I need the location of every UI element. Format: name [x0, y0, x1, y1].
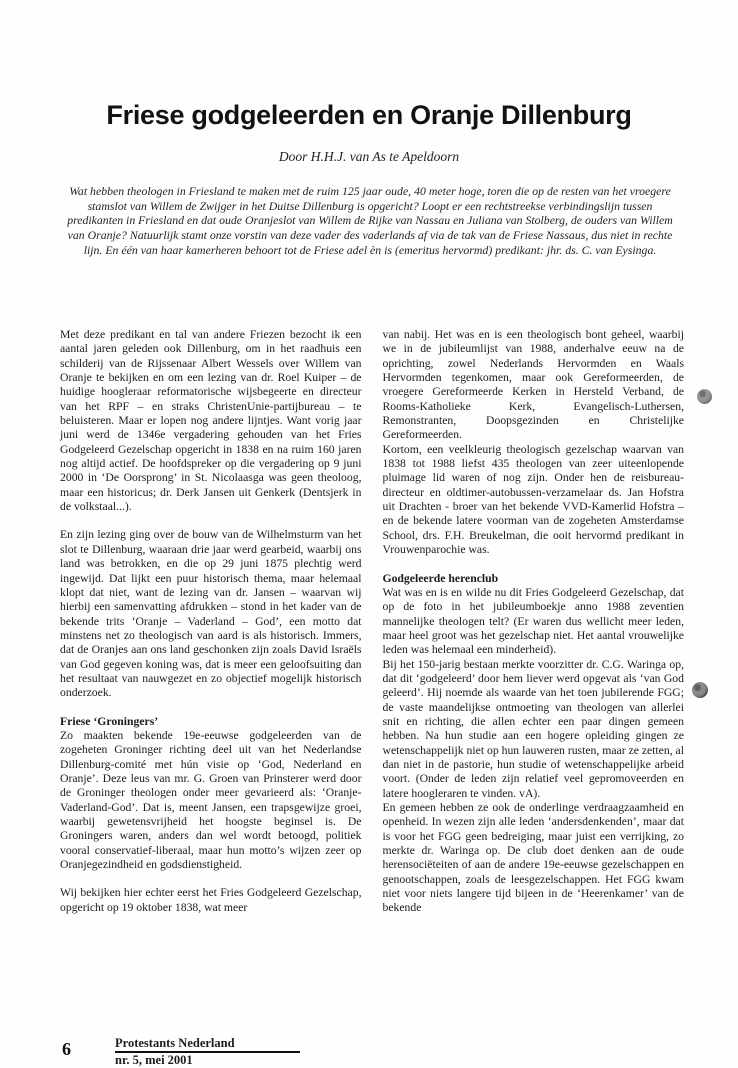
punch-hole-mark-bottom [692, 682, 708, 698]
punch-hole-mark-top [697, 389, 712, 404]
left-paragraph-2: En zijn lezing ging over de bouw van de Wilhelmsturm van het slot te Dillenburg, waaraan drie jaar werd gearbeid, waarbij ons land was betrokken, en die op 29 juni 1875 plechtig werd ingewijd. Dat lijkt een puur historisch thema, maar helemaal klopt dat niet, want de lezing van dr. Jansen – waarvan wij hierbij een samenvatting afdrukken – stond in het kader van de bekende trits ‘Oranje – Vaderland – God’, een motto dat minstens net zo theologisch van aard is als historisch. Immers, dat de Oranjes aan ons land geschonken zijn zoals David Israëls van God gegeven koning was, dat is meer een geloofsuiting dan het resultaat van nauwgezet en zo objectief mogelijk historisch onderzoek. [60, 528, 362, 700]
left-paragraph-3: Zo maakten bekende 19e-eeuwse godgeleerden van de zogeheten Groninger richting deel uit van het Nederlandse Dillenburg-comité met hún visie op ‘God, Nederland en Oranje’. Deze leus van mr. G. Groen van Prinsterer werd door de Groninger theologen onder meer gevarieerd als: ‘Oranje-Vaderland-God’. Dat is, meent Jansen, een trapsgewijze groei, waarbij gewetensvrijheid het hoogste beginsel is. De Groningers waren, anders dan wel wordt betoogd, politiek vooral conservatief-liberaal, maar hun motto’s wijzen zeer op Oranjegezindheid en godsdienstigheid. [60, 728, 362, 872]
article-title: Friese godgeleerden en Oranje Dillenburg [106, 100, 632, 131]
left-column [60, 328, 362, 916]
publication-issue: nr. 5, mei 2001 [115, 1053, 215, 1068]
right-paragraph-1: van nabij. Het was en is een theologisch bont geheel, waarbij we in de jubileumlijst van 1988, anderhalve eeuw na de oprichting, zowel Nederlands Hervormden en Waals Hervormden tegenkomen, maar ook Gereformeerden, de vroegere Gereformeerde Kerken in Hersteld Verband, de Rooms-Katholieke Kerk, Evangelisch-Luthersen, Remonstranten, Doopsgezinden en Christelijke Gereformeerden. [382, 328, 684, 442]
page-number: 6 [62, 1039, 71, 1059]
right-paragraph-4: Bij het 150-jarig bestaan merkte voorzitter dr. C.G. Waringa op, dat dit ‘godgeleerd’ door hem liever werd opgevat als ‘van God geleerd’. Hij noemde als waarde van het toen jubilerende FGG; de vaste maandelijkse ontmoeting van theologen van allerlei snit en richting, die allen echter een paar dingen gemeen hebben. Na hun studie aan een hogere opleiding gingen ze wetenschappelijk niet op hun lauweren rusten, maar ze zetten, al dan niet in de pastorie, hun studie of wetenschappelijke arbeid voort. (Onder de leden zijn relatief veel gepromoveerden en latere hoogleraren te vinden. vA). [382, 657, 684, 800]
right-paragraph-3: Wat was en is en wilde nu dit Fries Godgeleerd Gezelschap, dat op de foto in het jubileumboekje anno 1988 zeventien mannelijke theologen telt? (Er waren dus wellicht meer leden, maar heel groot was het gezelschap niet. Het aantal vrouwelijke leden was helemaal een minderheid). [382, 585, 684, 657]
left-paragraph-1: Met deze predikant en tal van andere Friezen bezocht ik een aantal jaren geleden ook Dillenburg, om in het raadhuis een schilderij van de Rijssenaar Albert Wessels over Willem van Oranje te bekijken en om een lezing van dr. Roel Kuiper – de huidige hoogleraar reformatorische wijsbegeerte en directeur van het RPF – en straks ChristenUnie-partijbureau – te beluisteren. Maar er lopen nog andere lijntjes. Want vorig jaar juni werd de 1346e vergadering gehouden van het Fries Godgeleerd Gezelschap opgericht in 1838 en na ruim 160 jaren nog altijd actief. De hoofdspreker op die vergadering op 9 juni 2000 in ‘De Oorsprong’ in St. Nicolaasga was geen theoloog, maar een historicus; dr. Derk Jansen uit Genkerk (Dentsjerk in de volkstaal...). [60, 328, 362, 514]
left-section-heading: Friese ‘Groningers’ [60, 714, 159, 728]
right-column [383, 328, 685, 916]
right-paragraph-5: En gemeen hebben ze ook de onderlinge verdraagzaamheid en openheid. In wezen zijn alle leden ‘andersdenkenden’, maar dat is voor het FGG geen bedreiging, maar juist een verrijking, zo merkte dr. Waringa op. De club doet denken aan de oude herensociëteiten of aan de andere 19e-eeuwse gezelschappen en genootschappen, zoals de leesgezelschappen. Het FGG kwam niet voor niets langere tijd bijeen in de ‘Heerenkamer’ van de bekende [382, 801, 684, 915]
publication-name: Protestants Nederland [115, 1036, 300, 1053]
article-body [60, 328, 684, 916]
article-intro: Wat hebben theologen in Friesland te maken met de ruim 125 jaar oude, 40 meter hoge, toren die op de resten van het vroegere stamslot van Willem de Zwijger in het Duitse Dillenburg is opgericht? Loopt er een rechtstreekse verbindingslijn tussen predikanten in Friesland en dat oude Oranjeslot van Willem de Rijke van Nassau en Juliana van Stolberg, de ouders van Willem van Oranje? Natuurlijk stamt onze vorstin van deze vader des vaderlands af via de tak van de Friese Nassaus, dus niet in rechte lijn. En één van haar kamerheren behoort tot de Friese adel èn is (emeritus hervormd) predikant: jhr. ds. C. van Eysinga. [67, 184, 673, 257]
left-paragraph-4: Wij bekijken hier echter eerst het Fries Godgeleerd Gezelschap, opgericht op 19 oktober 1838, wat meer [60, 886, 362, 914]
right-section-heading: Godgeleerde herenclub [382, 571, 499, 585]
article-byline: Door H.H.J. van As te Apeldoorn [278, 149, 460, 164]
publication-block [115, 1036, 300, 1068]
right-paragraph-2: Kortom, een veelkleurig theologisch gezelschap waarvan van 1838 tot 1988 liefst 435 theologen van zeer uiteenlopende pluimage lid waren of nog zijn. Onder hen de reisbureau-directeur en oldtimer-autobussen-verzamelaar ds. Jan Hofstra uit Drachten - broer van het bekende VVD-Kamerlid Hofstra – en de bekende latere voorman van de zogeheten Amsterdamse School, drs. F.H. Breukelman, die ooit hervormd predikant in Vrouwenparochie was. [382, 442, 684, 557]
